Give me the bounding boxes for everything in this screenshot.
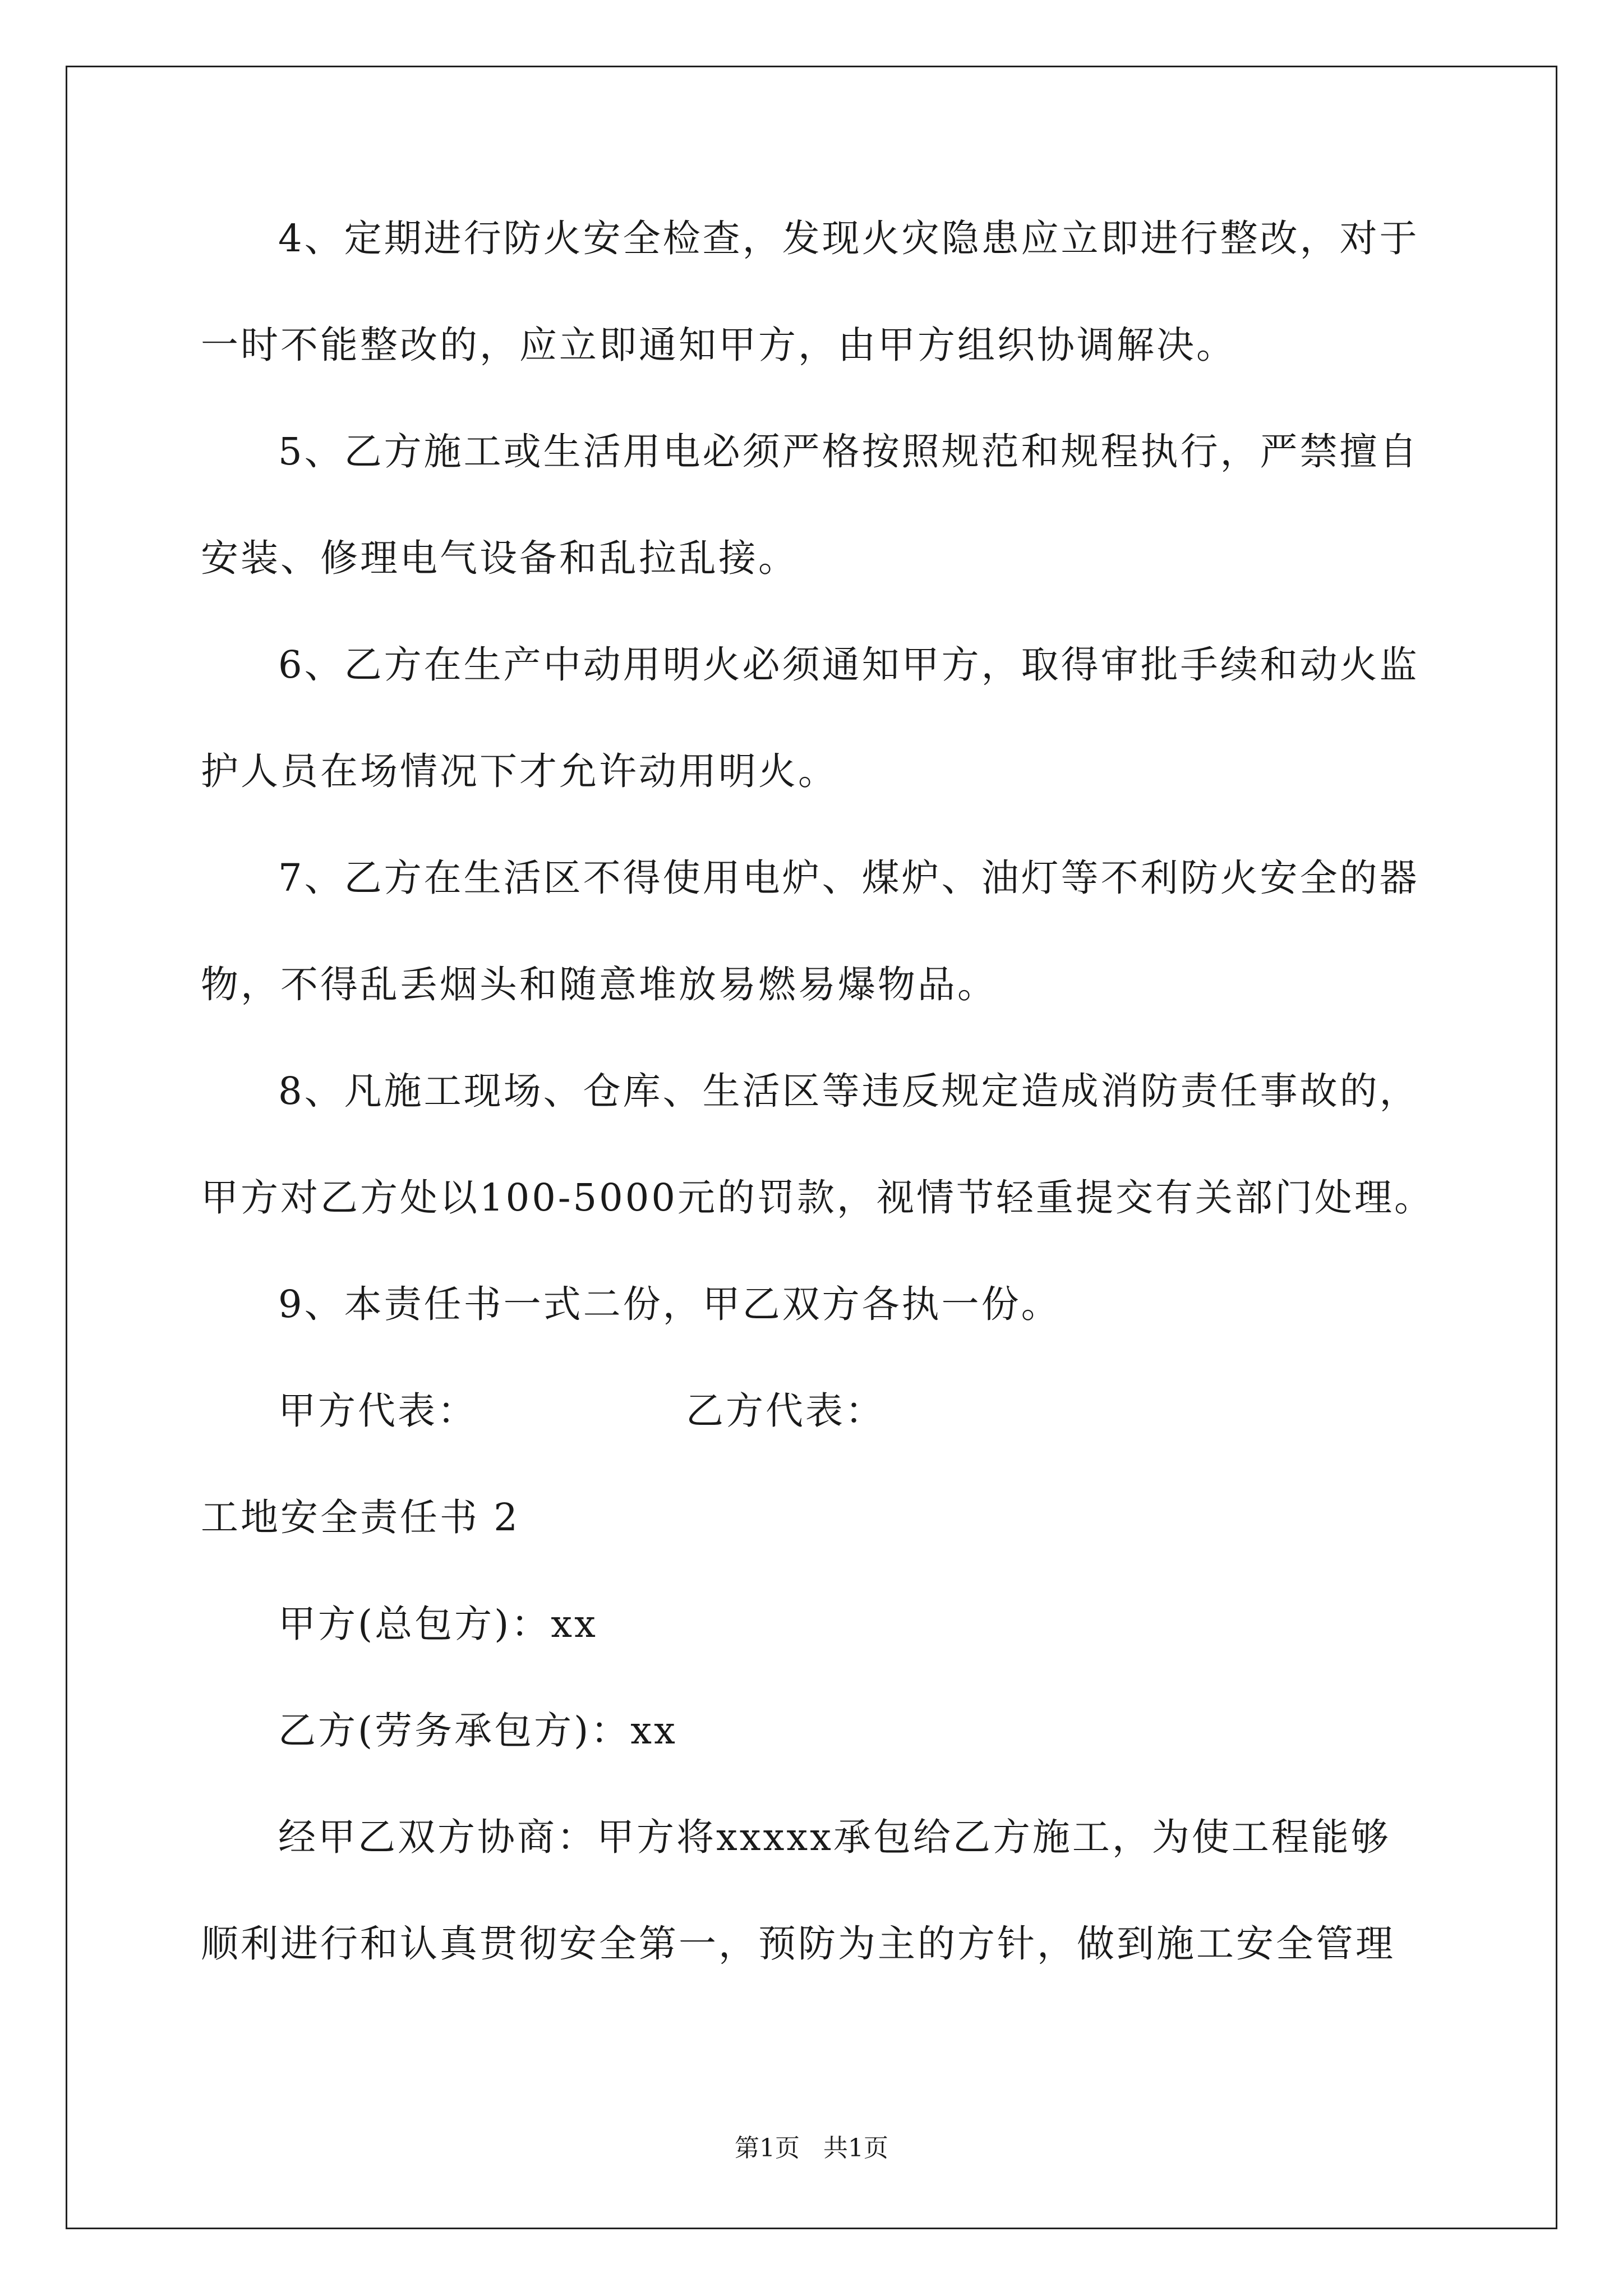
item-5-line-2: 安装、修理电气设备和乱拉乱接。 [201,536,798,580]
page-number-footer: 第1页 共1页 [735,2134,888,2162]
section-title: 工地安全责任书 2 [201,1496,520,1539]
party-a-line: 甲方(总包方)：xx [278,1602,598,1646]
agreement-line-2: 顺利进行和认真贯彻安全第一，预防为主的方针，做到施工安全管理 [201,1922,1395,1966]
page-border [66,66,1557,2229]
item-8-line-1: 8、凡施工现场、仓库、生活区等违反规定造成消防责任事故的， [278,1069,1419,1113]
item-8-line-2: 甲方对乙方处以100-5000元的罚款，视情节轻重提交有关部门处理。 [201,1176,1435,1220]
item-7-line-1: 7、乙方在生活区不得使用电炉、煤炉、油灯等不利防火安全的器 [278,856,1419,900]
agreement-line-1: 经甲乙双方协商：甲方将xxxxx承包给乙方施工，为使工程能够 [278,1815,1391,1859]
item-4-line-2: 一时不能整改的，应立即通知甲方，由甲方组织协调解决。 [201,323,1236,367]
party-b-line: 乙方(劳务承包方)：xx [278,1709,677,1752]
item-6-line-2: 护人员在场情况下才允许动用明火。 [201,749,838,793]
item-5-line-1: 5、乙方施工或生活用电必须严格按照规范和规程执行，严禁擅自 [278,430,1419,473]
item-6-line-1: 6、乙方在生产中动用明火必须通知甲方，取得审批手续和动火监 [278,643,1419,687]
item-7-line-2: 物，不得乱丢烟头和随意堆放易燃易爆物品。 [201,963,997,1006]
party-a-representative-label: 甲方代表： [278,1389,477,1433]
item-4-line-1: 4、定期进行防火安全检查，发现火灾隐患应立即进行整改，对于 [278,217,1419,260]
item-9-line-1: 9、本责任书一式二份，甲乙双方各执一份。 [278,1282,1061,1326]
party-b-representative-label: 乙方代表： [686,1389,885,1433]
